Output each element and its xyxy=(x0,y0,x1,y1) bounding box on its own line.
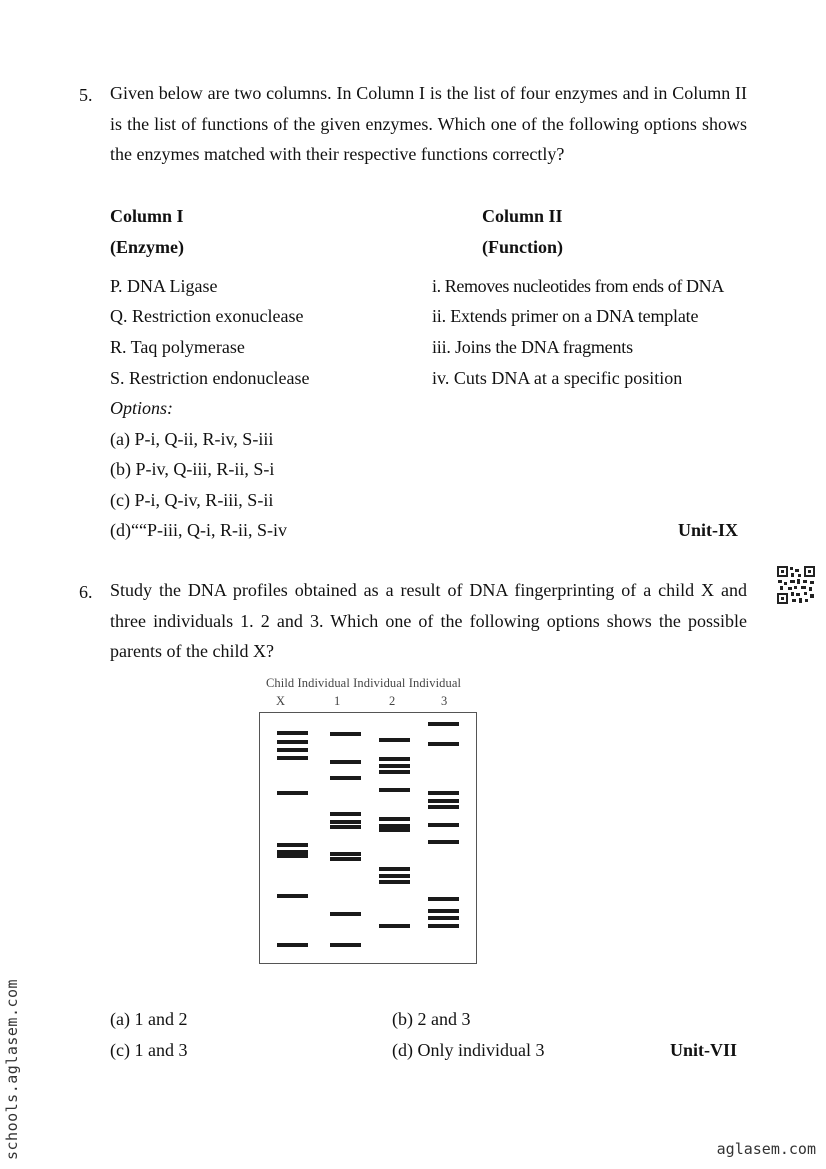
q6-number: 6. xyxy=(79,582,93,602)
dna-band xyxy=(379,757,410,761)
function-item: i. Removes nucleotides from ends of DNA xyxy=(432,276,724,296)
dna-band xyxy=(277,748,308,752)
q6-option-b: (b) 2 and 3 xyxy=(392,1009,471,1029)
dna-band xyxy=(379,867,410,871)
function-item: iv. Cuts DNA at a specific position xyxy=(432,368,683,388)
q5-option-a: (a) P-i, Q-ii, R-iv, S-iii xyxy=(110,429,274,449)
column1-heading: Column I xyxy=(110,206,184,226)
dna-band xyxy=(428,909,459,913)
dna-band xyxy=(379,764,410,768)
q6-option-d: (d) Only individual 3 xyxy=(392,1040,545,1060)
dna-band xyxy=(330,912,361,916)
dna-band xyxy=(277,854,308,858)
function-item: iii. Joins the DNA fragments xyxy=(432,337,633,357)
dna-band xyxy=(277,943,308,947)
dna-band xyxy=(379,880,410,884)
q5-option-b: (b) P-iv, Q-iii, R-ii, S-i xyxy=(110,459,275,479)
dna-band xyxy=(277,740,308,744)
lane-label-2: 2 xyxy=(389,694,396,708)
dna-band xyxy=(379,924,410,928)
q6-option-a: (a) 1 and 2 xyxy=(110,1009,188,1029)
dna-band xyxy=(428,742,459,746)
dna-band xyxy=(428,805,459,809)
column2-heading: Column II xyxy=(482,206,563,226)
column2-subheading: (Function) xyxy=(482,237,563,257)
q5-option-c: (c) P-i, Q-iv, R-iii, S-ii xyxy=(110,490,274,510)
dna-band xyxy=(330,776,361,780)
footer-site: aglasem.com xyxy=(716,1140,816,1158)
dna-band xyxy=(428,897,459,901)
options-label: Options: xyxy=(110,398,173,418)
figure-column-headers: Child Individual Individual Individual xyxy=(266,676,462,690)
lane-label-1: 1 xyxy=(334,694,341,708)
dna-band xyxy=(277,843,308,847)
dna-band xyxy=(428,799,459,803)
q5-unit-label: Unit-IX xyxy=(678,520,739,540)
dna-band xyxy=(379,788,410,792)
dna-band xyxy=(428,722,459,726)
lane-label-3: 3 xyxy=(441,694,448,708)
dna-band xyxy=(428,924,459,928)
dna-band xyxy=(428,840,459,844)
enzyme-item: Q. Restriction exonuclease xyxy=(110,306,304,326)
dna-band xyxy=(428,916,459,920)
dna-band xyxy=(330,852,361,856)
q6-text: Study the DNA profiles obtained as a result of DNA fingerprinting of a child X and three individuals 1. 2 and 3. Which one of the following options shows the possible parents of the child X? xyxy=(110,580,747,661)
q5-option-d: (d)““P-iii, Q-i, R-ii, S-iv xyxy=(110,520,287,540)
qr-code-icon xyxy=(776,565,816,605)
dna-band xyxy=(277,731,308,735)
dna-band xyxy=(330,732,361,736)
function-item: ii. Extends primer on a DNA template xyxy=(432,306,699,326)
enzyme-item: S. Restriction endonuclease xyxy=(110,368,310,388)
q5-number: 5. xyxy=(79,85,93,105)
q6-unit-label: Unit-VII xyxy=(670,1040,738,1060)
q5-text: Given below are two columns. In Column I is the list of four enzymes and in Column II is the list of functions of the given enzymes. Which one of the following options shows the enzymes matched with their respective functions correctly? xyxy=(110,83,747,164)
dna-band xyxy=(330,812,361,816)
dna-band xyxy=(428,791,459,795)
enzyme-item: R. Taq polymerase xyxy=(110,337,245,357)
dna-band xyxy=(277,791,308,795)
lane-label-x: X xyxy=(276,694,286,708)
dna-band xyxy=(379,770,410,774)
side-watermark: schools.aglasem.com xyxy=(3,978,21,1160)
dna-band xyxy=(330,857,361,861)
dna-band xyxy=(428,823,459,827)
q6-option-c: (c) 1 and 3 xyxy=(110,1040,188,1060)
dna-band xyxy=(277,894,308,898)
dna-band xyxy=(330,820,361,824)
dna-band xyxy=(379,817,410,821)
dna-band xyxy=(330,943,361,947)
dna-band xyxy=(379,874,410,878)
column1-subheading: (Enzyme) xyxy=(110,237,184,257)
dna-band xyxy=(330,825,361,829)
dna-band xyxy=(277,756,308,760)
dna-band xyxy=(379,828,410,832)
enzyme-item: P. DNA Ligase xyxy=(110,276,218,296)
dna-band xyxy=(379,738,410,742)
dna-band xyxy=(330,760,361,764)
